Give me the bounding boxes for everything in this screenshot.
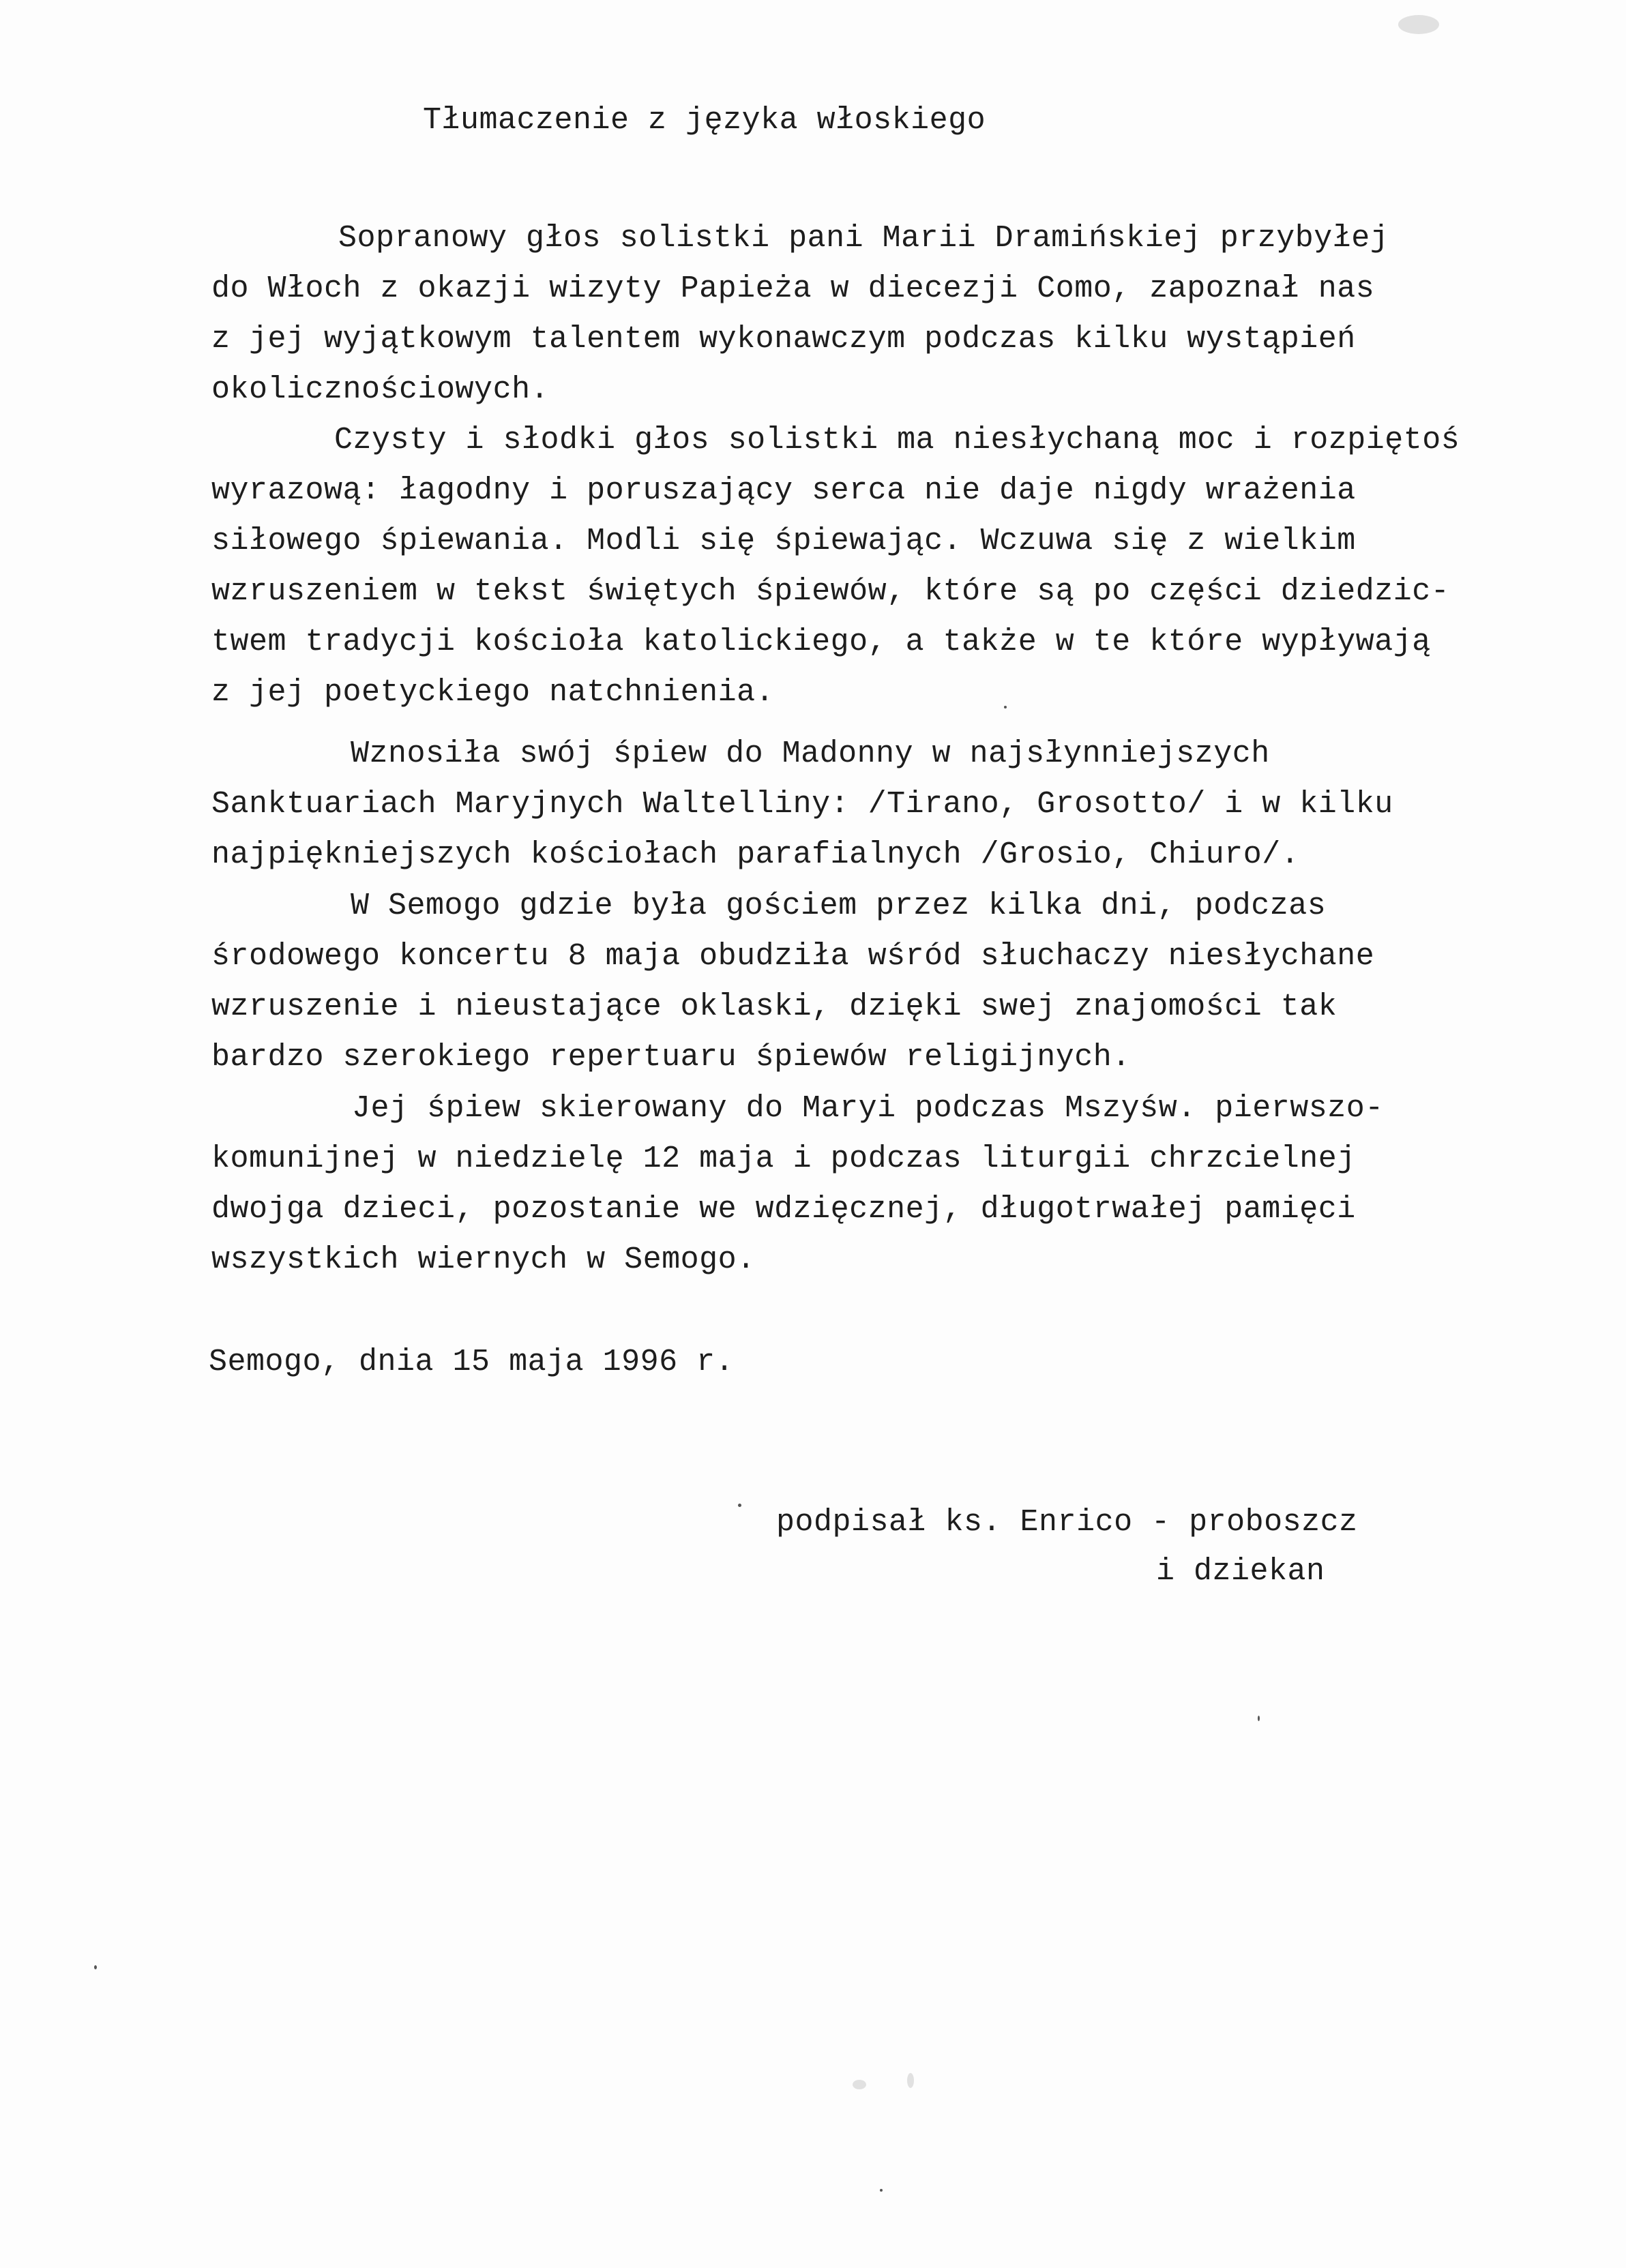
paragraph-2-line-4: wzruszeniem w tekst świętych śpiewów, które są po części dziedzic- — [211, 574, 1450, 609]
paragraph-1-line-2: do Włoch z okazji wizyty Papieża w diecezji Como, zapoznał nas — [211, 271, 1375, 306]
paragraph-3-line-2: Sanktuariach Maryjnych Waltelliny: /Tirano, Grosotto/ i w kilku — [211, 787, 1393, 822]
paragraph-4-line-2: środowego koncertu 8 maja obudziła wśród słuchaczy niesłychane — [211, 939, 1375, 974]
scan-speck — [880, 2189, 883, 2192]
paragraph-2-line-1: Czysty i słodki głos solistki ma niesłychaną moc i rozpiętoś — [334, 423, 1460, 458]
paragraph-2-line-5: twem tradycji kościoła katolickiego, a także w te które wypływają — [211, 625, 1431, 659]
paragraph-5-line-3: dwojga dzieci, pozostanie we wdzięcznej, długotrwałej pamięci — [211, 1192, 1356, 1227]
paragraph-5-line-2: komunijnej w niedzielę 12 maja i podczas liturgii chrzcielnej — [211, 1142, 1356, 1176]
paragraph-4-line-3: wzruszenie i nieustające oklaski, dzięki swej znajomości tak — [211, 989, 1337, 1024]
signature-line-1: podpisał ks. Enrico - proboszcz — [776, 1505, 1358, 1540]
scan-speck — [738, 1504, 741, 1507]
signature-line-2: i dziekan — [1156, 1554, 1325, 1589]
paragraph-2-line-6: z jej poetyckiego natchnienia. — [211, 675, 775, 710]
scan-speck — [1258, 1716, 1260, 1721]
scan-smudge — [1398, 15, 1439, 34]
paragraph-1-line-3: z jej wyjątkowym talentem wykonawczym podczas kilku wystąpień — [211, 322, 1356, 357]
scan-smudge — [907, 2073, 914, 2088]
scan-speck — [1004, 706, 1007, 708]
paragraph-5-line-4: wszystkich wiernych w Semogo. — [211, 1242, 756, 1277]
paragraph-2-line-3: siłowego śpiewania. Modli się śpiewając. Wczuwa się z wielkim — [211, 524, 1356, 558]
paragraph-2-line-2: wyrazową: łagodny i poruszający serca nie daje nigdy wrażenia — [211, 473, 1356, 508]
paragraph-3-line-1: Wznosiła swój śpiew do Madonny w najsłynniejszych — [351, 736, 1270, 771]
paragraph-4-line-4: bardzo szerokiego repertuaru śpiewów religijnych. — [211, 1040, 1131, 1075]
paragraph-1-line-4: okolicznościowych. — [211, 372, 550, 407]
scan-speck — [94, 1965, 97, 1969]
scan-smudge — [853, 2080, 866, 2089]
paragraph-1-line-1: Sopranowy głos solistki pani Marii Dramińskiej przybyłej — [338, 221, 1389, 256]
document-title: Tłumaczenie z języka włoskiego — [423, 103, 986, 138]
paragraph-4-line-1: W Semogo gdzie była gościem przez kilka dni, podczas — [351, 889, 1327, 923]
paragraph-5-line-1: Jej śpiew skierowany do Maryi podczas Mszyśw. pierwszo- — [352, 1091, 1384, 1126]
date-line: Semogo, dnia 15 maja 1996 r. — [209, 1345, 735, 1379]
paragraph-3-line-3: najpiękniejszych kościołach parafialnych /Grosio, Chiuro/. — [211, 837, 1300, 872]
